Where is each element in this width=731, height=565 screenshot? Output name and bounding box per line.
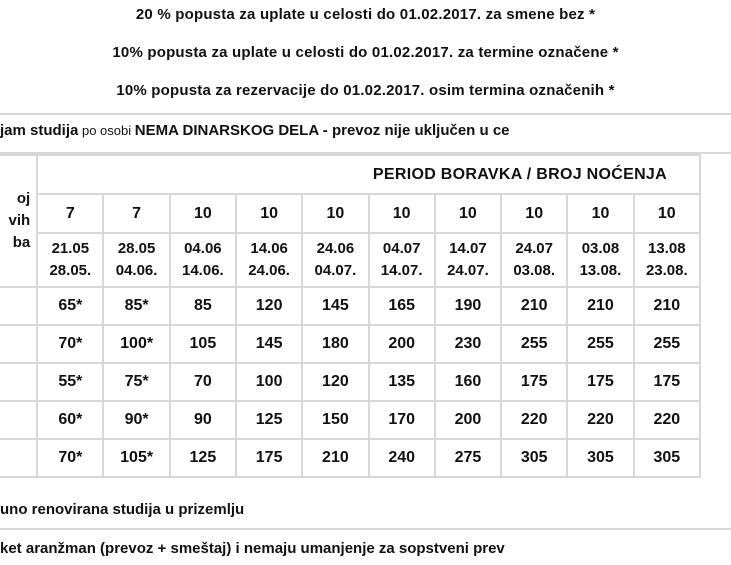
- dates-row: [0, 234, 699, 286]
- footer-line-1: [0, 494, 731, 528]
- nights-cell: 10: [635, 195, 699, 232]
- price-cell: 210: [303, 440, 367, 476]
- nights-cell: 10: [568, 195, 632, 232]
- price-cell: 255: [568, 326, 632, 362]
- date-to: 13.08.: [579, 262, 622, 279]
- date-from: 04.06: [184, 240, 222, 257]
- price-cell: 65*: [38, 288, 102, 324]
- date-to: 28.05.: [49, 262, 92, 279]
- price-cell: 165: [370, 288, 434, 324]
- date-range-cell: [370, 234, 434, 286]
- nights-cell: 10: [370, 195, 434, 232]
- footer-line-2: [0, 530, 731, 565]
- date-range-cell: [568, 234, 632, 286]
- price-row: [0, 288, 699, 324]
- price-cell: 145: [237, 326, 301, 362]
- price-row: [0, 364, 699, 400]
- price-cell: 60*: [38, 402, 102, 438]
- nights-row: [0, 195, 699, 232]
- price-table: [0, 154, 701, 478]
- header-row-text: [0, 121, 510, 141]
- discount-notice-3: 10% popusta za rezervacije do 01.02.2017. osim termina označenih *: [116, 82, 615, 99]
- nights-cell: 10: [303, 195, 367, 232]
- price-cell: 135: [370, 364, 434, 400]
- period-title: PERIOD BORAVKA / BROJ NOĆENJA: [38, 156, 699, 193]
- nights-cell: 10: [436, 195, 500, 232]
- price-cell: 70*: [38, 326, 102, 362]
- nights-cell: 10: [237, 195, 301, 232]
- price-cell: 200: [436, 402, 500, 438]
- price-cell: 125: [171, 440, 235, 476]
- date-to: 24.07.: [447, 262, 489, 279]
- price-cell: 85: [171, 288, 235, 324]
- price-cell: 105*: [104, 440, 168, 476]
- row-label-fragment: oj: [16, 190, 31, 207]
- price-cell: 175: [635, 364, 699, 400]
- date-from: 03.08: [581, 240, 620, 257]
- price-cell: 305: [568, 440, 632, 476]
- date-to: 14.06.: [182, 262, 224, 279]
- price-cell: 70*: [38, 440, 102, 476]
- price-cell: 220: [568, 402, 632, 438]
- price-cell: 170: [370, 402, 434, 438]
- nights-cell: 10: [171, 195, 235, 232]
- price-cell: 90: [171, 402, 235, 438]
- price-cell: 55*: [38, 364, 102, 400]
- date-from: 21.05: [51, 240, 90, 257]
- price-cell: 120: [237, 288, 301, 324]
- price-cell: 120: [303, 364, 367, 400]
- price-cell: 105: [171, 326, 235, 362]
- row-label-cell: [0, 288, 36, 324]
- date-from: 28.05: [117, 240, 156, 257]
- row-label-cell: [0, 364, 36, 400]
- header-row-bold-a: jam studija: [0, 122, 79, 139]
- row-label-cell: [0, 326, 36, 362]
- discount-notice-2: 10% popusta za uplate u celosti do 01.02.2017. za termine označene *: [112, 44, 619, 61]
- date-range-cell: [303, 234, 367, 286]
- price-cell: 150: [303, 402, 367, 438]
- price-cell: 255: [502, 326, 566, 362]
- price-cell: 190: [436, 288, 500, 324]
- row-label-cell: [0, 402, 36, 438]
- price-cell: 180: [303, 326, 367, 362]
- price-cell: 210: [568, 288, 632, 324]
- date-to: 04.06.: [115, 262, 158, 279]
- date-to: 14.07.: [380, 262, 423, 279]
- nights-cell: 10: [502, 195, 566, 232]
- date-from: 13.08: [648, 240, 686, 257]
- row-label-fragment: vih: [8, 212, 31, 229]
- price-cell: 220: [635, 402, 699, 438]
- price-row: [0, 402, 699, 438]
- price-cell: 240: [370, 440, 434, 476]
- date-from: 14.07: [449, 240, 487, 257]
- price-cell: 90*: [104, 402, 168, 438]
- footer-text-2: ket aranžman (prevoz + smeštaj) i nemaju umanjenje za sopstveni prev: [0, 540, 505, 557]
- row-label-header: [0, 156, 36, 286]
- price-cell: 220: [502, 402, 566, 438]
- header-row: [0, 115, 731, 152]
- price-cell: 100: [237, 364, 301, 400]
- date-range-cell: [502, 234, 566, 286]
- date-range-cell: [436, 234, 500, 286]
- date-range-cell: [635, 234, 699, 286]
- price-cell: 70: [171, 364, 235, 400]
- footer-text-1: uno renovirana studija u prizemlju: [0, 501, 245, 518]
- date-to: 23.08.: [645, 262, 688, 279]
- price-cell: 145: [303, 288, 367, 324]
- price-cell: 305: [635, 440, 699, 476]
- price-cell: 175: [502, 364, 566, 400]
- price-cell: 85*: [104, 288, 168, 324]
- date-from: 14.06: [250, 240, 288, 257]
- price-cell: 100*: [104, 326, 168, 362]
- price-row: [0, 440, 699, 476]
- date-to: 24.06.: [248, 262, 290, 279]
- price-cell: 275: [436, 440, 500, 476]
- price-cell: 230: [436, 326, 500, 362]
- price-cell: 75*: [104, 364, 168, 400]
- date-from: 24.06: [316, 240, 355, 257]
- date-range-cell: [171, 234, 235, 286]
- price-cell: 255: [635, 326, 699, 362]
- date-range-cell: [237, 234, 301, 286]
- row-label-fragment: ba: [12, 234, 31, 251]
- price-cell: 160: [436, 364, 500, 400]
- price-cell: 210: [635, 288, 699, 324]
- discount-notice-1: 20 % popusta za uplate u celosti do 01.02.2017. za smene bez *: [135, 6, 596, 23]
- date-to: 03.08.: [513, 262, 556, 279]
- price-cell: 210: [502, 288, 566, 324]
- nights-cell: 7: [104, 195, 168, 232]
- price-cell: 175: [568, 364, 632, 400]
- nights-cell: 7: [38, 195, 102, 232]
- price-cell: 175: [237, 440, 301, 476]
- header-row-light: po osobi: [78, 123, 135, 138]
- date-range-cell: [104, 234, 168, 286]
- price-cell: 305: [502, 440, 566, 476]
- date-to: 04.07.: [314, 262, 357, 279]
- date-from: 04.07: [382, 240, 421, 257]
- date-from: 24.07: [515, 240, 553, 257]
- price-cell: 125: [237, 402, 301, 438]
- row-label-cell: [0, 440, 36, 476]
- header-row-bold-b: NEMA DINARSKOG DELA - prevoz nije uključen u ce: [134, 122, 510, 139]
- price-row: [0, 326, 699, 362]
- price-cell: 200: [370, 326, 434, 362]
- date-range-cell: [38, 234, 102, 286]
- period-header-row: [0, 156, 699, 193]
